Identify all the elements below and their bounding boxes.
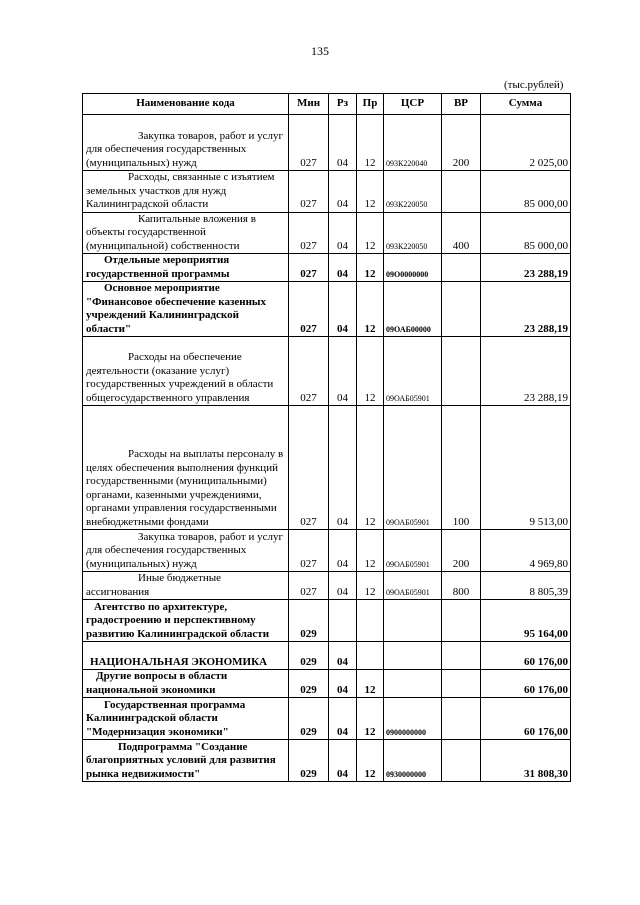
row-sum: 60 176,00	[481, 642, 571, 670]
table-row	[83, 670, 571, 698]
row-sum: 85 000,00	[481, 212, 571, 254]
row-csr: 093К220040	[384, 115, 442, 171]
row-csr: 093К220050	[384, 171, 442, 213]
row-name: Другие вопросы в области национальной экономики	[83, 670, 289, 698]
row-rz: 04	[329, 670, 357, 698]
row-name: Подпрограмма "Создание благоприятных условий для развития рынка недвижимости"	[83, 740, 289, 782]
row-rz: 04	[329, 572, 357, 600]
table-row	[83, 282, 571, 337]
row-rz: 04	[329, 530, 357, 572]
table-row	[83, 642, 571, 670]
row-pr: 12	[357, 572, 384, 600]
row-name: Расходы, связанные с изъятием земельных участков для нужд Калининградской области	[83, 171, 289, 213]
page-number: 135	[311, 44, 329, 58]
row-pr: 12	[357, 212, 384, 254]
row-vr	[442, 698, 481, 740]
row-rz: 04	[329, 337, 357, 406]
row-min: 029	[289, 740, 329, 782]
row-min: 029	[289, 698, 329, 740]
row-csr: 0930000000	[384, 740, 442, 782]
row-name: Расходы на обеспечение деятельности (оказание услуг) государственных учреждений в области общегосударственного управления	[83, 337, 289, 406]
row-rz: 04	[329, 642, 357, 670]
table-row	[83, 600, 571, 642]
row-sum: 95 164,00	[481, 600, 571, 642]
table-row	[83, 530, 571, 572]
row-sum: 85 000,00	[481, 171, 571, 213]
row-rz: 04	[329, 406, 357, 530]
row-vr: 200	[442, 530, 481, 572]
row-min: 027	[289, 572, 329, 600]
row-csr: 0900000000	[384, 698, 442, 740]
row-vr: 400	[442, 212, 481, 254]
row-vr: 800	[442, 572, 481, 600]
table-row	[83, 171, 571, 213]
row-rz: 04	[329, 212, 357, 254]
row-name: Расходы на выплаты персоналу в целях обеспечения выполнения функций государственными (муниципальными) органами, казенными учреждениями, органами управления государственными внебюджетными фондами	[83, 406, 289, 530]
row-csr	[384, 670, 442, 698]
row-rz: 04	[329, 115, 357, 171]
row-sum: 8 805,39	[481, 572, 571, 600]
row-sum: 31 808,30	[481, 740, 571, 782]
row-csr: 093К220050	[384, 212, 442, 254]
table-row	[83, 212, 571, 254]
header-name: Наименование кода	[83, 94, 289, 115]
row-rz: 04	[329, 254, 357, 282]
row-csr: 09ОАБ05901	[384, 337, 442, 406]
table-row	[83, 740, 571, 782]
row-min: 027	[289, 254, 329, 282]
header-pr: Пр	[357, 94, 384, 115]
header-sum: Сумма	[481, 94, 571, 115]
row-pr	[357, 642, 384, 670]
row-pr: 12	[357, 698, 384, 740]
row-sum: 2 025,00	[481, 115, 571, 171]
row-vr	[442, 254, 481, 282]
row-min: 027	[289, 530, 329, 572]
row-min: 027	[289, 212, 329, 254]
row-min: 027	[289, 115, 329, 171]
units-label: (тыс.рублей)	[504, 79, 564, 91]
row-min: 029	[289, 670, 329, 698]
row-vr	[442, 600, 481, 642]
row-sum: 60 176,00	[481, 670, 571, 698]
row-pr: 12	[357, 337, 384, 406]
row-vr	[442, 171, 481, 213]
row-name: Основное мероприятие "Финансовое обеспечение казенных учреждений Калининградской области"	[83, 282, 289, 337]
row-rz: 04	[329, 740, 357, 782]
table-header-row	[83, 94, 571, 115]
table-row	[83, 115, 571, 171]
row-pr: 12	[357, 670, 384, 698]
row-min: 029	[289, 642, 329, 670]
row-pr: 12	[357, 406, 384, 530]
table-row	[83, 337, 571, 406]
row-min: 027	[289, 337, 329, 406]
row-sum: 4 969,80	[481, 530, 571, 572]
row-csr	[384, 642, 442, 670]
row-min: 027	[289, 282, 329, 337]
row-name: Агентство по архитектуре, градостроению и перспективному развитию Калининградской области	[83, 600, 289, 642]
row-name: Капитальные вложения в объекты государственной (муниципальной) собственности	[83, 212, 289, 254]
row-csr: 09ОАБ05901	[384, 406, 442, 530]
row-pr: 12	[357, 282, 384, 337]
row-vr	[442, 740, 481, 782]
header-min: Мин	[289, 94, 329, 115]
row-name: Государственная программа Калининградской области "Модернизация экономики"	[83, 698, 289, 740]
row-csr	[384, 600, 442, 642]
row-vr	[442, 337, 481, 406]
row-name: Отдельные мероприятия государственной программы	[83, 254, 289, 282]
row-pr: 12	[357, 171, 384, 213]
row-vr: 200	[442, 115, 481, 171]
budget-table	[82, 93, 571, 782]
row-pr: 12	[357, 115, 384, 171]
row-sum: 60 176,00	[481, 698, 571, 740]
row-pr: 12	[357, 254, 384, 282]
row-vr	[442, 670, 481, 698]
row-rz: 04	[329, 698, 357, 740]
table-row	[83, 406, 571, 530]
row-name: Закупка товаров, работ и услуг для обеспечения государственных (муниципальных) нужд	[83, 530, 289, 572]
row-sum: 23 288,19	[481, 337, 571, 406]
header-vr: ВР	[442, 94, 481, 115]
row-csr: 09ОАБ00000	[384, 282, 442, 337]
row-min: 029	[289, 600, 329, 642]
row-sum: 9 513,00	[481, 406, 571, 530]
row-vr	[442, 642, 481, 670]
row-rz	[329, 600, 357, 642]
row-pr: 12	[357, 530, 384, 572]
row-name: Иные бюджетные ассигнования	[83, 572, 289, 600]
row-sum: 23 288,19	[481, 282, 571, 337]
row-csr: 09О0000000	[384, 254, 442, 282]
row-csr: 09ОАБ05901	[384, 530, 442, 572]
row-name: НАЦИОНАЛЬНАЯ ЭКОНОМИКА	[83, 642, 289, 670]
row-pr: 12	[357, 740, 384, 782]
row-vr	[442, 282, 481, 337]
table-row	[83, 572, 571, 600]
row-min: 027	[289, 406, 329, 530]
row-rz: 04	[329, 171, 357, 213]
row-rz: 04	[329, 282, 357, 337]
header-csr: ЦСР	[384, 94, 442, 115]
header-rz: Рз	[329, 94, 357, 115]
row-csr: 09ОАБ05901	[384, 572, 442, 600]
row-min: 027	[289, 171, 329, 213]
row-pr	[357, 600, 384, 642]
row-vr: 100	[442, 406, 481, 530]
table-row	[83, 254, 571, 282]
table-row	[83, 698, 571, 740]
row-name: Закупка товаров, работ и услуг для обеспечения государственных (муниципальных) нужд	[83, 115, 289, 171]
row-sum: 23 288,19	[481, 254, 571, 282]
